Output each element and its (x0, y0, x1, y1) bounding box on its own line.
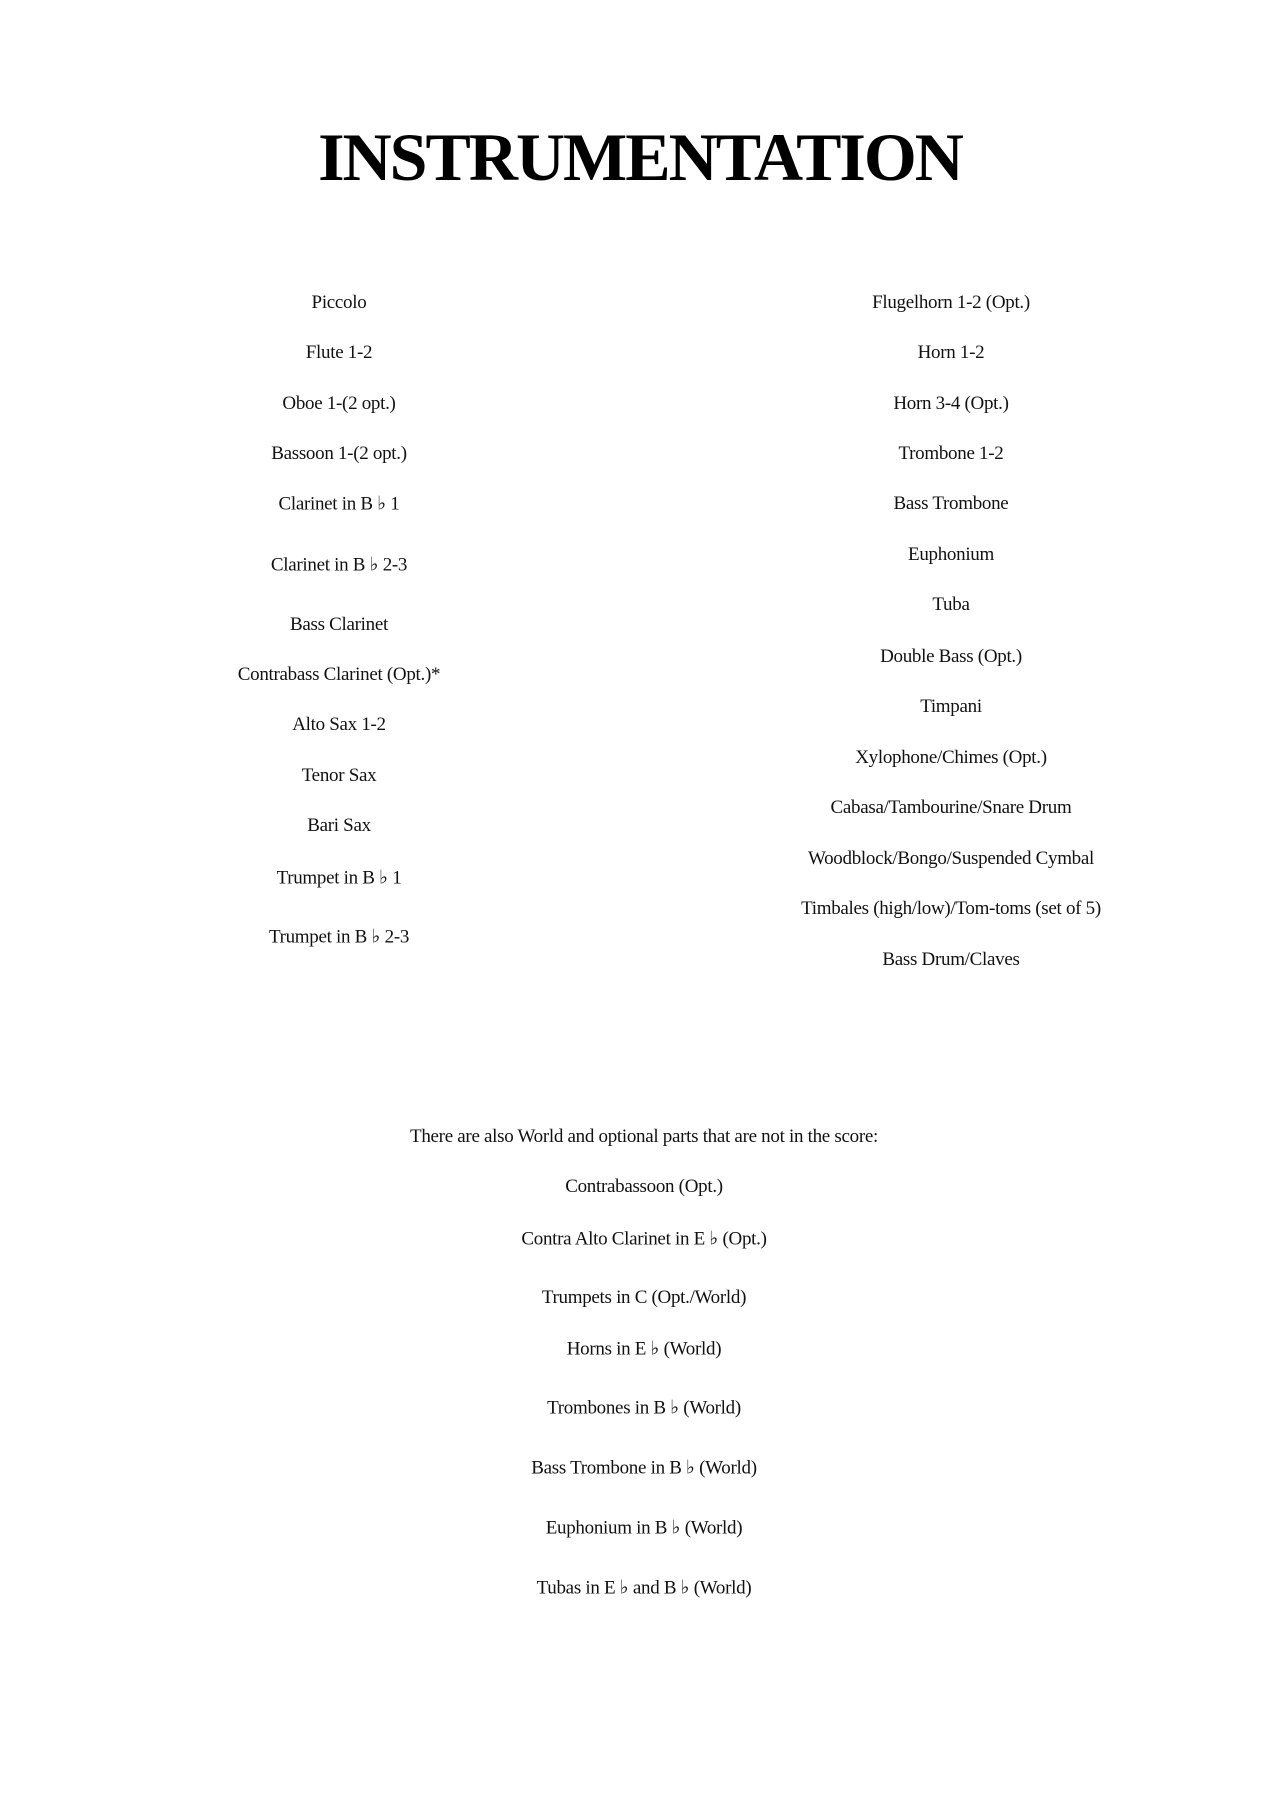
instrument-item: Timpani (920, 696, 982, 717)
extra-part-item: Contra Alto Clarinet in E ♭ (Opt.) (521, 1228, 767, 1250)
instrument-item: Contrabass Clarinet (Opt.)* (237, 664, 441, 685)
instrument-item: Trombone 1-2 (898, 443, 1004, 464)
instrument-item: Trumpet in B ♭ 1 (276, 867, 402, 889)
instrument-item: Trumpet in B ♭ 2-3 (268, 926, 410, 948)
extra-part-item: Tubas in E ♭ and B ♭ (World) (536, 1577, 752, 1599)
instrument-item: Bass Drum/Claves (882, 949, 1020, 970)
instrument-item: Euphonium (908, 544, 994, 565)
instrument-item: Timbales (high/low)/Tom-toms (set of 5) (801, 898, 1101, 919)
instrument-item: Bass Clarinet (290, 614, 388, 635)
instrument-item: Horn 1-2 (917, 342, 985, 363)
extra-part-item: Trumpets in C (Opt./World) (541, 1287, 747, 1308)
instrument-item: Bari Sax (307, 815, 371, 836)
instrument-item: Xylophone/Chimes (Opt.) (855, 747, 1047, 768)
extra-part-item: Contrabassoon (Opt.) (565, 1176, 723, 1197)
instrument-item: Bass Trombone (893, 493, 1009, 514)
instrument-item: Clarinet in B ♭ 1 (278, 493, 400, 515)
instrument-item: Piccolo (311, 292, 367, 313)
instrument-item: Tuba (932, 594, 970, 615)
instrument-item: Cabasa/Tambourine/Snare Drum (830, 797, 1072, 818)
extra-part-item: Bass Trombone in B ♭ (World) (531, 1457, 757, 1479)
instrument-item: Horn 3-4 (Opt.) (893, 393, 1009, 414)
extra-part-item: Horns in E ♭ (World) (566, 1338, 722, 1360)
extra-part-item: Euphonium in B ♭ (World) (545, 1517, 743, 1539)
instrument-item: Alto Sax 1-2 (292, 714, 386, 735)
instrument-item: Clarinet in B ♭ 2-3 (270, 554, 408, 576)
instrument-item: Bassoon 1-(2 opt.) (271, 443, 407, 464)
page-title: INSTRUMENTATION (318, 119, 962, 195)
instrument-item: Woodblock/Bongo/Suspended Cymbal (808, 848, 1094, 869)
extra-parts-intro: There are also World and optional parts that are not in the score: (410, 1126, 878, 1147)
instrument-item: Double Bass (Opt.) (880, 646, 1022, 667)
instrument-item: Oboe 1-(2 opt.) (282, 393, 396, 414)
instrument-item: Flugelhorn 1-2 (Opt.) (872, 292, 1030, 313)
instrument-item: Tenor Sax (301, 765, 377, 786)
extra-part-item: Trombones in B ♭ (World) (547, 1397, 741, 1419)
instrument-item: Flute 1-2 (305, 342, 373, 363)
